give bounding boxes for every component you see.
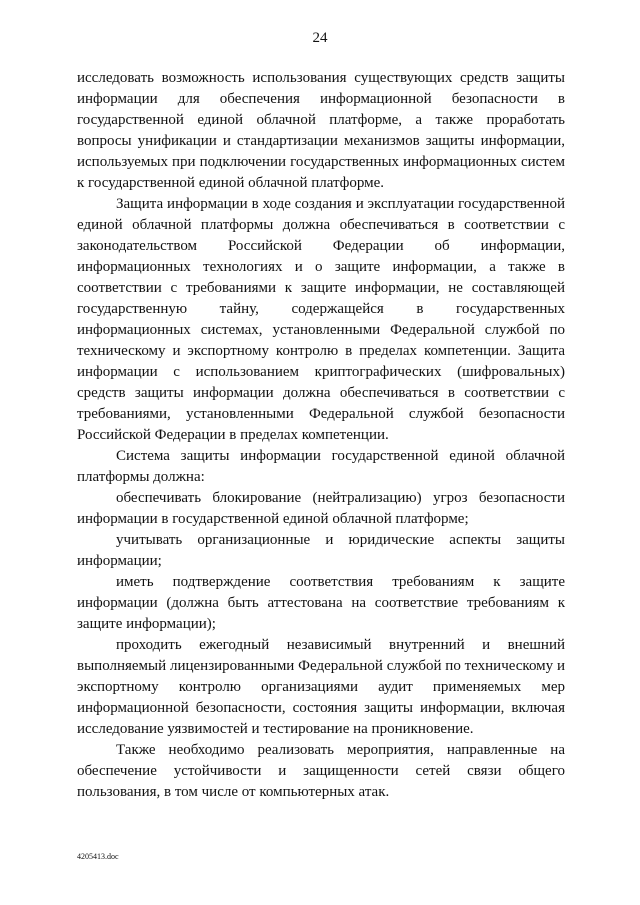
- document-body: [77, 68, 565, 803]
- document-footer-filename: 4205413.doc: [77, 852, 119, 861]
- page-number: 24: [312, 30, 328, 46]
- list-item-annual-audit: проходить ежегодный независимый внутренний и внешний выполняемый лицензированными Федеральной службой по техническому и экспортному контролю организациями аудит применяемых мер информационной безопасности, состояния защиты информации, включая исследование уязвимостей и тестирование на проникновение.: [77, 637, 565, 737]
- paragraph-protection-requirements: Защита информации в ходе создания и эксплуатации государственной единой облачной платформы должна обеспечиваться в соответствии с законодательством Российской Федерации об информации, информационных технологиях и о защите информации, а также в соответствии с требованиями к защите информации, не составляющей государственную тайну, содержащейся в государственных информационных системах, установленными Федеральной службой по техническому и экспортному контролю в пределах компетенции. Защита информации с использованием криптографических (шифровальных) средств защиты информации должна обеспечиваться в соответствии с требованиями, установленными Федеральной службой безопасности Российской Федерации в пределах компетенции.: [77, 196, 565, 443]
- paragraph-system-must: Система защиты информации государственной единой облачной платформы должна:: [77, 448, 565, 485]
- paragraph-continuation: исследовать возможность использования существующих средств защиты информации для обеспечения информационной безопасности в государственной единой облачной платформе, а также проработать вопросы унификации и стандартизации механизмов защиты информации, используемых при подключении государственных информационных систем к государственной единой облачной платформе.: [77, 70, 565, 191]
- list-item-organizational-aspects: учитывать организационные и юридические аспекты защиты информации;: [77, 532, 565, 569]
- paragraph-network-resilience: Также необходимо реализовать мероприятия, направленные на обеспечение устойчивости и защищенности сетей связи общего пользования, в том числе от компьютерных атак.: [77, 742, 565, 800]
- list-item-certification: иметь подтверждение соответствия требованиям к защите информации (должна быть аттестована на соответствие требованиям к защите информации);: [77, 574, 565, 632]
- list-item-blocking-threats: обеспечивать блокирование (нейтрализацию) угроз безопасности информации в государственной единой облачной платформе;: [77, 490, 565, 527]
